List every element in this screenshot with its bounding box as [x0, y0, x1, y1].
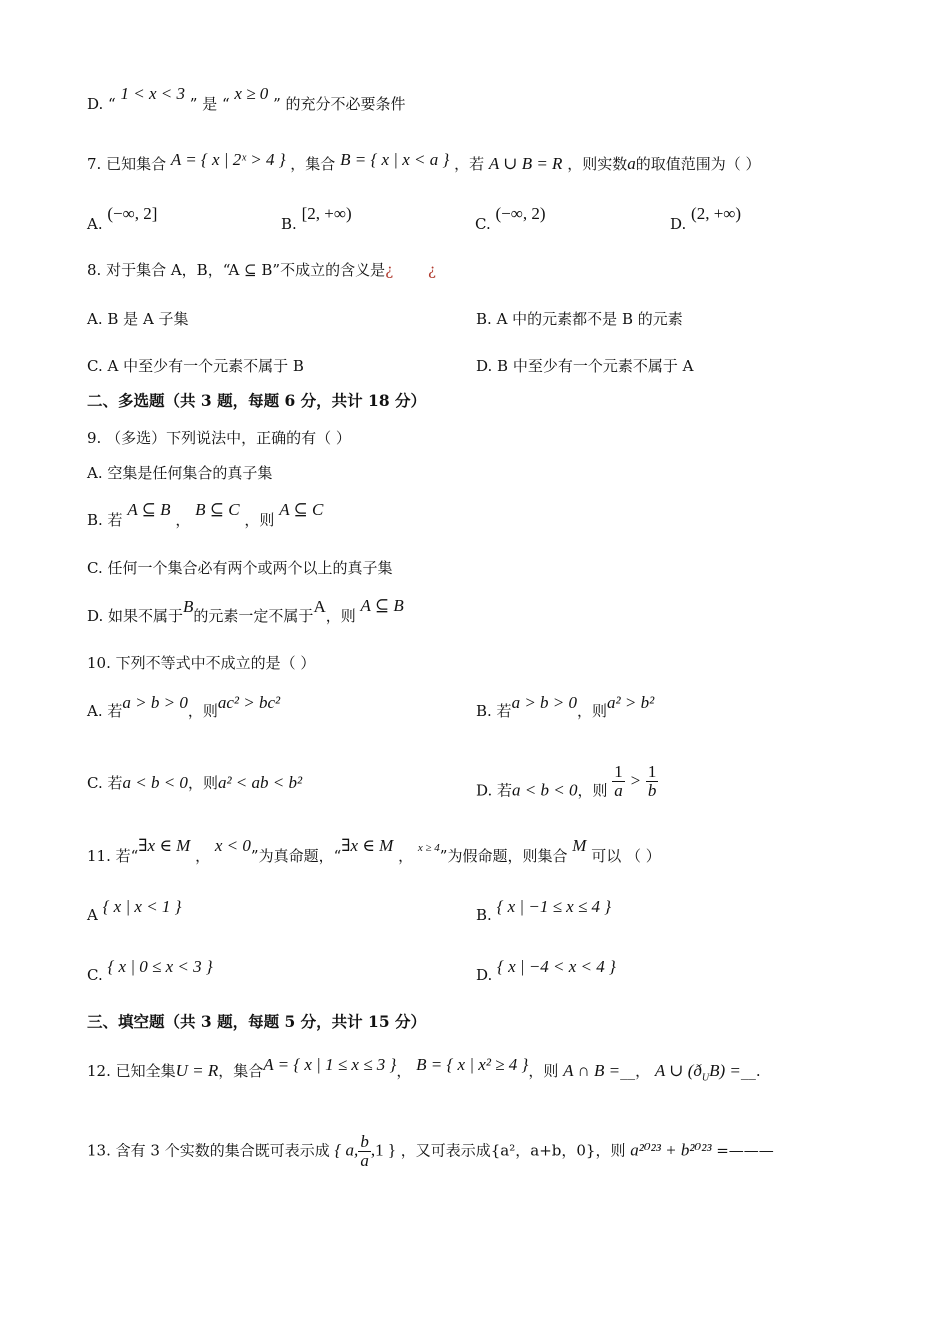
q6-d-label: D. “ [87, 95, 116, 113]
q10-option-a [87, 693, 281, 721]
section-3-title: 三、填空题（共 3 题，每题 5 分，共计 15 分） [87, 1012, 427, 1031]
q13-stem [87, 1133, 774, 1170]
q10-b-then: ，则 [577, 702, 608, 720]
q11-mid: ”为真命题，“ [250, 847, 342, 865]
q13-set-close: ,1 } [370, 1140, 396, 1160]
q7-stem [87, 150, 761, 174]
q10-d-frac-1 [612, 763, 625, 800]
q10-option-b [476, 693, 655, 721]
q12-t2: ， [396, 1062, 412, 1080]
q10-a-label: A. 若 [87, 702, 123, 720]
q9-d-math2: A [313, 597, 326, 616]
q11-sep1: ， [195, 847, 211, 865]
q10-d-label: D. 若 [476, 781, 513, 800]
q8-option-d [476, 356, 693, 376]
q9-b-label: B. 若 [87, 511, 123, 529]
q7-option-a-value: (−∞, 2] [107, 204, 158, 223]
q12-math-union [654, 1061, 741, 1084]
q8-stem-text: 8. 对于集合 A，B，“A ⊆ B”不成立的含义是 [87, 261, 386, 279]
q13-expr: a²⁰²³ + b²⁰²³ [630, 1140, 712, 1160]
q10-c-result: a² < ab < b² [217, 773, 303, 792]
q8-option-c-label: C. [87, 357, 103, 375]
q8-glyph-2: ¿ [427, 261, 436, 279]
q9-d-label: D. 如果不属于 [87, 607, 184, 625]
q8-option-b-label: B. [476, 310, 492, 328]
q10-b-result: a² > b² [607, 693, 655, 712]
q7-stem-a: 7. 已知集合 [87, 155, 167, 173]
q13-frac-den: a [360, 1151, 369, 1170]
q12-t3: ，则 [528, 1062, 559, 1080]
q11-end: ”为假命题，则集合 [439, 847, 568, 865]
q7-option-b [281, 204, 352, 234]
q10-d-then: ，则 [577, 781, 608, 800]
q10-b-cond: a > b > 0 [511, 693, 578, 712]
q12-math-b: B = { x | x² ≥ 4 } [416, 1055, 529, 1074]
q7-option-a-label: A. [87, 215, 103, 233]
q7-option-c-label: C. [475, 215, 491, 233]
q11-math4: x ≥ 4 [417, 842, 440, 854]
q9-b-math2: B ⊆ C [195, 500, 240, 519]
q13-mid: ，又可表示成{a²，a+b，0}，则 [400, 1141, 626, 1160]
q7-option-d-value: (2, +∞) [691, 204, 742, 223]
q9-b-math3: A ⊆ C [279, 500, 324, 519]
q10-c-label: C. 若 [87, 774, 123, 792]
q9-d-math3: A ⊆ B [360, 596, 404, 615]
q11-math5: M [572, 836, 587, 855]
q9-option-a: A. 空集是任何集合的真子集 [87, 464, 273, 482]
q11-label: 11. 若“ [87, 847, 139, 865]
q7-set-b: B = { x | x < a } [340, 150, 450, 169]
q7-stem-b: ，集合 [290, 155, 336, 173]
q12-label: 12. 已知全集 [87, 1062, 176, 1080]
q11-option-c-value: { x | 0 ≤ x < 3 } [107, 957, 213, 976]
q11-option-d [476, 957, 616, 985]
q10-d-cond: a < b < 0 [512, 780, 578, 800]
q8-option-b-text: A 中的元素都不是 B 的元素 [496, 310, 683, 328]
q11-math2: x < 0 [214, 836, 251, 855]
q9-option-d [87, 596, 404, 626]
q7-stem-d: ，则实数 [567, 155, 628, 173]
q13-label: 13. 含有 3 个实数的集合既可表示成 [87, 1141, 330, 1160]
q11-math3: ∃x ∈ M [341, 836, 394, 855]
q6-d-end: ” 的充分不必要条件 [273, 95, 406, 113]
section-2-title: 二、多选题（共 3 题，每题 6 分，共计 18 分） [87, 391, 427, 410]
q10-a-result: ac² > bc² [217, 693, 281, 712]
q7-var-a: a [627, 154, 636, 173]
q8-option-a-label: A. [87, 310, 103, 328]
q13-tail: =——— [716, 1141, 774, 1160]
q10-d-frac-2 [646, 763, 659, 800]
q10-a-cond: a > b > 0 [122, 693, 188, 712]
q7-option-d-label: D. [670, 215, 687, 233]
q7-set-a: A = { x | 2ˣ > 4 } [170, 150, 286, 169]
q13-frac [358, 1133, 371, 1170]
q10-d-frac-2-num: 1 [647, 762, 657, 781]
q9-option-c: C. 任何一个集合必有两个或两个以上的真子集 [87, 559, 393, 577]
q10-option-d [476, 762, 658, 810]
q8-option-b [476, 309, 683, 329]
q9-d-then: ，则 [325, 607, 356, 625]
q11-option-d-label: D. [476, 966, 493, 984]
q7-option-b-label: B. [281, 215, 297, 233]
q7-option-a [87, 204, 158, 234]
q8-option-d-text: B 中至少有一个元素不属于 A [497, 357, 694, 375]
q11-option-d-value: { x | −4 < x < 4 } [497, 957, 616, 976]
q7-option-b-value: [2, +∞) [301, 204, 352, 223]
q10-d-gt: > [629, 770, 642, 790]
q12-t1: ，集合 [218, 1062, 264, 1080]
q10-c-cond: a < b < 0 [122, 773, 188, 792]
q7-option-c [475, 204, 546, 234]
q10-stem: 10. 下列不等式中不成立的是（ ） [87, 654, 316, 672]
q12-union-sub: U [701, 1072, 710, 1084]
q9-b-then: ，则 [244, 511, 275, 529]
q8-option-d-label: D. [476, 357, 493, 375]
q12-math-a: A = { x | 1 ≤ x ≤ 3 } [263, 1055, 397, 1074]
q9-d-math1: B [183, 597, 194, 616]
q8-stem [87, 260, 436, 280]
q9-option-b [87, 500, 324, 530]
q8-option-c [87, 356, 304, 376]
q8-option-a [87, 309, 189, 329]
q10-d-frac-2-den: b [647, 781, 657, 800]
q12-t4: __， [620, 1062, 651, 1080]
q9-stem: 9. （多选）下列说法中，正确的有（ ） [87, 429, 351, 447]
q11-option-b [476, 897, 612, 925]
q10-d-frac-1-num: 1 [614, 762, 623, 781]
q7-option-d [670, 204, 742, 234]
q11-option-b-label: B. [476, 906, 492, 924]
q11-option-a-value: { x | x < 1 } [102, 897, 182, 916]
q9-b-sep: ， [175, 511, 191, 529]
q10-a-then: ，则 [187, 702, 218, 720]
q11-sep2: ， [398, 847, 414, 865]
q11-tail: 可以 （ ） [591, 847, 661, 865]
q7-stem-c: ，若 [454, 155, 485, 173]
q8-option-c-text: A 中至少有一个元素不属于 B [107, 357, 304, 375]
q12-union-b: B) = [709, 1061, 741, 1080]
q13-set-open: { a, [334, 1140, 359, 1160]
q10-option-c [87, 773, 302, 793]
q12-stem [87, 1055, 761, 1088]
q11-option-c-label: C. [87, 966, 103, 984]
q10-b-label: B. 若 [476, 702, 512, 720]
q9-d-mid: 的元素一定不属于 [193, 607, 314, 625]
q8-glyph-1: ¿ [385, 261, 394, 279]
q13-frac-num: b [360, 1132, 369, 1151]
q7-option-c-value: (−∞, 2) [495, 204, 546, 223]
q11-option-c [87, 957, 213, 985]
q11-option-b-value: { x | −1 ≤ x ≤ 4 } [496, 897, 612, 916]
q7-union: A ∪ B = R [488, 154, 563, 173]
q11-option-a-label: A [87, 906, 98, 924]
q10-d-frac-1-den: a [614, 781, 623, 800]
q9-b-math1: A ⊆ B [127, 500, 171, 519]
q11-stem [87, 836, 661, 868]
q6-d-math2: x ≥ 0 [234, 84, 269, 103]
q12-t5: __. [740, 1062, 761, 1080]
q11-math1: ∃x ∈ M [138, 836, 191, 855]
q11-option-a [87, 897, 182, 925]
q12-union-a: A ∪ (ð [654, 1061, 702, 1080]
q8-option-a-text: B 是 A 子集 [107, 310, 189, 328]
q10-c-then: ，则 [187, 774, 218, 792]
q12-math-intersect: A ∩ B = [563, 1061, 621, 1080]
q6-d-mid: ” 是 “ [189, 95, 230, 113]
q12-math-u: U = R [175, 1061, 219, 1080]
q7-stem-e: 的取值范围为（ ） [635, 155, 761, 173]
q6-d-math1: 1 < x < 3 [120, 84, 185, 103]
q6-option-d [87, 84, 406, 114]
